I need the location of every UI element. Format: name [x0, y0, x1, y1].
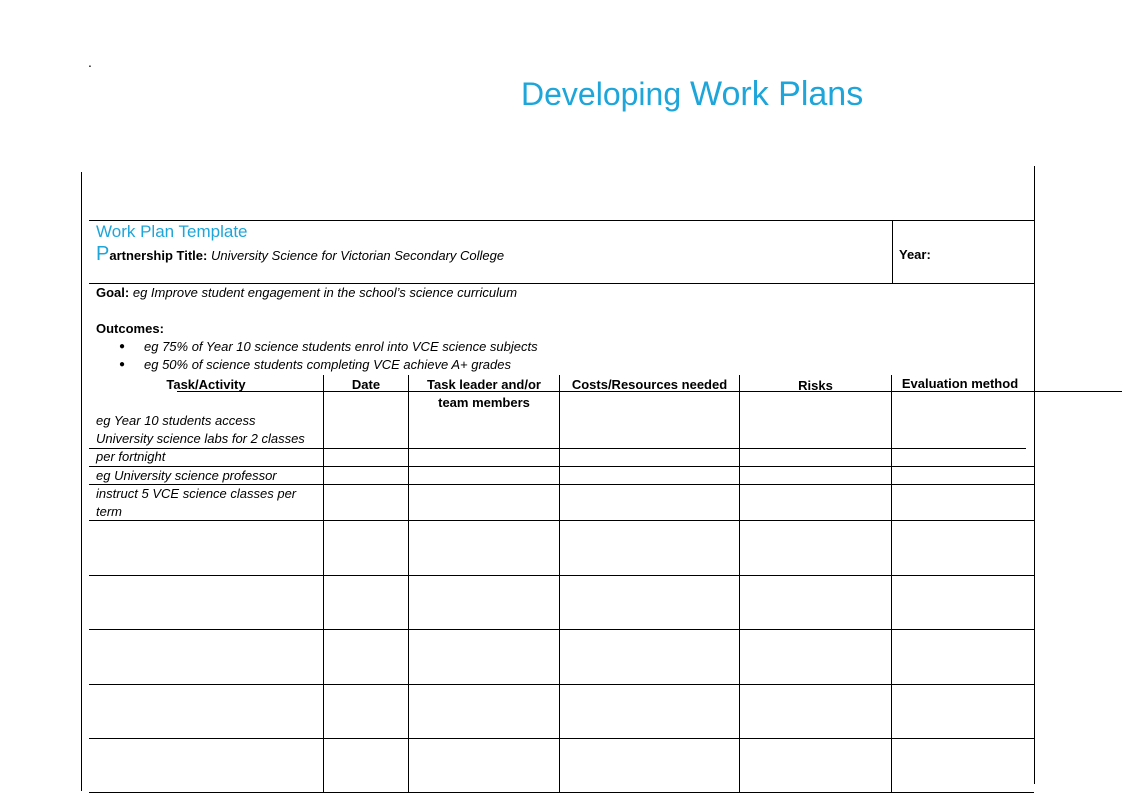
row-line — [89, 448, 1026, 449]
outcome-bullet-1: ● — [119, 341, 126, 352]
header-evaluation-method: Evaluation method — [901, 376, 1019, 391]
example-task-line: per fortnight — [96, 449, 166, 464]
header-task-leader — [409, 376, 559, 412]
year-label: Year: — [899, 247, 931, 262]
header-risks: Risks — [798, 378, 833, 393]
column-divider-1 — [323, 375, 324, 793]
frame-right-border — [1034, 166, 1035, 784]
header-task-activity: Task/Activity — [166, 377, 246, 392]
bullet-dot: . — [88, 54, 92, 70]
example-task-line: term — [96, 504, 122, 519]
column-divider-4 — [739, 375, 740, 793]
column-divider-5 — [891, 375, 892, 793]
page-title — [521, 74, 863, 114]
row-line — [89, 684, 1034, 685]
goal-row — [96, 284, 517, 302]
title-word-developing: Developing — [521, 76, 682, 112]
divider-year — [892, 220, 893, 283]
partnership-label: artnership Title: — [109, 248, 208, 263]
column-divider-2 — [408, 375, 409, 793]
header-date: Date — [351, 377, 381, 392]
outcomes-label: Outcomes: — [96, 321, 164, 336]
example-task-line: eg University science professor — [96, 468, 277, 483]
column-divider-3 — [559, 375, 560, 793]
frame-left-border — [81, 172, 82, 791]
row-line — [89, 629, 1034, 630]
row-line — [89, 738, 1034, 739]
partnership-title-row — [96, 244, 504, 265]
header-task-leader-line-2: team members — [438, 395, 530, 410]
partnership-value: University Science for Victorian Secondary College — [210, 248, 505, 263]
example-task-line: eg Year 10 students access — [96, 413, 256, 428]
row-line — [89, 520, 1034, 521]
header-costs-resources: Costs/Resources needed — [571, 377, 728, 392]
example-task-line: University science labs for 2 classes — [96, 431, 305, 446]
outcome-item-1: eg 75% of Year 10 science students enrol into VCE science subjects — [144, 339, 538, 354]
example-task-line: instruct 5 VCE science classes per — [96, 486, 297, 501]
goal-label: Goal: — [96, 285, 130, 300]
row-line — [89, 575, 1034, 576]
goal-value: eg Improve student engagement in the school’s science curriculum — [132, 285, 518, 300]
title-word-work-plans: Work Plans — [690, 75, 864, 113]
outcome-bullet-2: ● — [119, 359, 126, 370]
outcome-item-2: eg 50% of science students completing VCE achieve A+ grades — [144, 357, 511, 372]
template-heading: Work Plan Template — [96, 222, 248, 241]
partnership-initial: P — [96, 243, 110, 265]
header-task-leader-line-1: Task leader and/or — [427, 377, 541, 392]
